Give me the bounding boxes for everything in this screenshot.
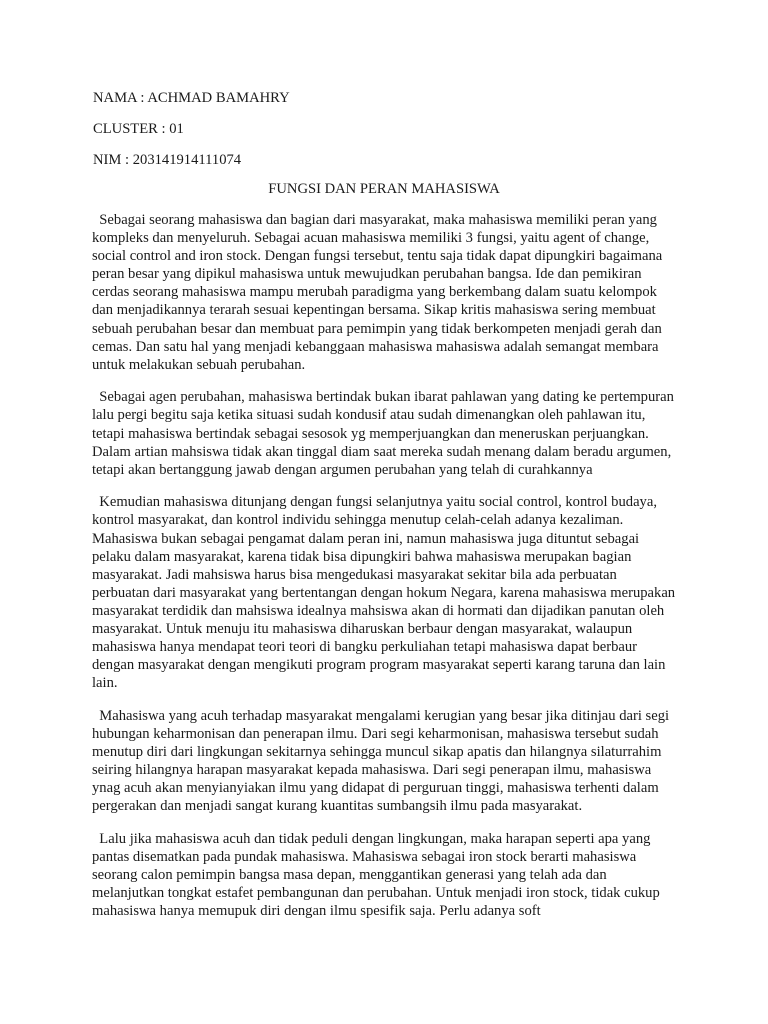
paragraph: Kemudian mahasiswa ditunjang dengan fungsi selanjutnya yaitu social control, kontrol budaya, kontrol masyarakat, dan kontrol individu sehingga menutup celah-celah adanya kezaliman. Mahasiswa bukan sebagai pengamat dalam peran ini, namun mahasiswa juga dituntut sebagai pelaku dalam masyarakat, karena tidak bisa dipungkiri bahwa mahasiswa merupakan bagian masyarakat. Jadi mahsiswa harus bisa mengedukasi masyarakat sekitar bila ada perbuatan perbuatan dari masyarakat yang bertentangan dengan hokum Negara, karena mahasiswa merupakan masyarakat terdidik dan mahsiswa idealnya mahsiswa akan di hormati dan dijadikan panutan oleh masyarakat. Untuk menuju itu mahasiswa diharuskan berbaur dengan masyarakat, walaupun mahasiswa hanya mendapat teori teori di bangku perkuliahan tetapi mahasiswa dapat berbaur dengan masyarakat dengan mengikuti program program masyarakat seperti karang taruna dan lain lain.	[92, 494, 676, 692]
document-body	[92, 211, 676, 935]
paragraph: Mahasiswa yang acuh terhadap masyarakat mengalami kerugian yang besar jika ditinjau dari segi hubungan keharmonisan dan penerapan ilmu. Dari segi keharmonisan, mahasiswa tersebut sudah menutup diri dari lingkungan sekitarnya sehingga muncul sikap apatis dan hilangnya silaturrahim seiring hilangnya harapan masyarakat kepada mahasiswa. Dari segi penerapan ilmu, mahasiswa ynag acuh akan menyianyiakan ilmu yang didapat di perguruan tinggi, mahasiswa terhenti dalam pergerakan dan menjadi sangat kurang kuantitas sumbangsih ilmu pada masyarakat.	[92, 707, 670, 815]
paragraph: Sebagai agen perubahan, mahasiswa bertindak bukan ibarat pahlawan yang dating ke pertempuran lalu pergi begitu saja ketika situasi sudah kondusif atau sudah dimenangkan oleh pahlawan itu, tetapi mahasiswa bertindak sebagai sesosok yg memperjuangkan dan meneruskan perjuangkan. Dalam artian mahsiswa tidak akan tinggal diam saat mereka sudah menang dalam beradu argumen, tetapi akan bertanggung jawab dengan argumen perubahan yang telah di curahkannya	[92, 389, 674, 478]
paragraph: Sebagai seorang mahasiswa dan bagian dari masyarakat, maka mahasiswa memiliki peran yang kompleks dan menyeluruh. Sebagai acuan mahasiswa memiliki 3 fungsi, yaitu agent of change, social control and iron stock. Dengan fungsi tersebut, tentu saja tidak dapat dipungkiri bagaimana peran besar yang dipikul mahasiswa untuk mewujudkan perubahan bangsa. Ide dan pemikiran cerdas seorang mahasiswa mampu merubah paradigma yang berkembang dalam suatu kelompok dan menjadikannya terarah sesuai kepentingan bersama. Sikap kritis mahasiswa sering membuat sebuah perubahan besar dan membuat para pemimpin yang tidak berkompeten menjadi gerah dan cemas. Dan satu hal yang menjadi kebanggaan mahasiswa mahasiswa adalah semangat membara untuk melakukan sebuah perubahan.	[92, 212, 663, 373]
student-cluster: CLUSTER : 01	[93, 121, 184, 137]
student-nim: NIM : 203141914111074	[93, 152, 242, 168]
paragraph: Lalu jika mahasiswa acuh dan tidak peduli dengan lingkungan, maka harapan seperti apa yang pantas disematkan pada pundak mahasiswa. Mahasiswa sebagai iron stock berarti mahasiswa seorang calon pemimpin bangsa masa depan, menggantikan generasi yang telah ada dan melanjutkan tongkat estafet pembangunan dan perubahan. Untuk menjadi iron stock, tidak cukup mahasiswa hanya memupuk diri dengan ilmu spesifik saja. Perlu adanya soft	[92, 830, 660, 920]
document-title: FUNGSI DAN PERAN MAHASISWA	[268, 181, 500, 197]
student-name: NAMA : ACHMAD BAMAHRY	[93, 90, 290, 106]
